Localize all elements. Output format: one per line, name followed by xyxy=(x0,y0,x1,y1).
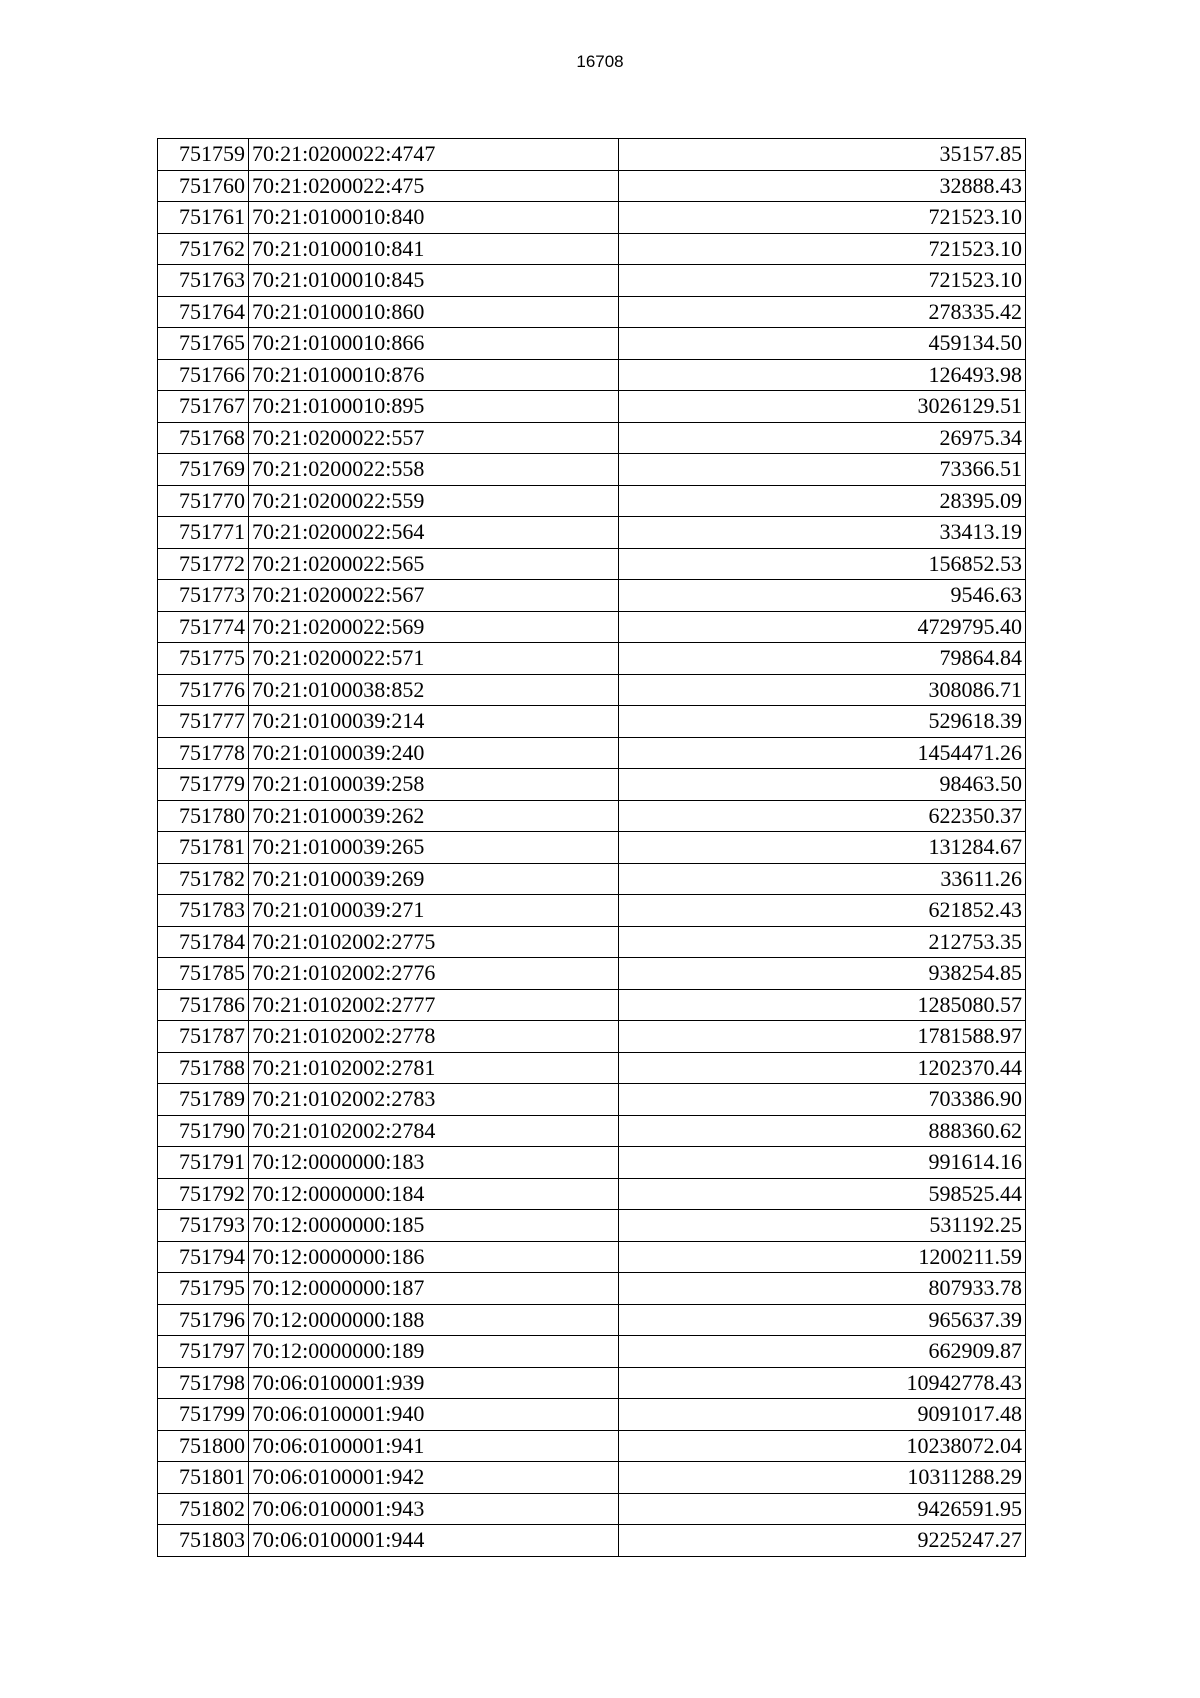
table-row xyxy=(158,989,1026,1021)
row-number-cell: 751762 xyxy=(158,233,249,265)
page-number: 16708 xyxy=(576,52,624,71)
cadastral-number-cell: 70:21:0100039:269 xyxy=(249,863,619,895)
row-number-cell: 751783 xyxy=(158,895,249,927)
value-cell: 703386.90 xyxy=(619,1084,1026,1116)
value-cell: 1781588.97 xyxy=(619,1021,1026,1053)
table-row xyxy=(158,958,1026,990)
cadastral-number-cell: 70:21:0100038:852 xyxy=(249,674,619,706)
table-row xyxy=(158,1399,1026,1431)
row-number-cell: 751779 xyxy=(158,769,249,801)
value-cell: 33413.19 xyxy=(619,517,1026,549)
row-number-cell: 751795 xyxy=(158,1273,249,1305)
table-row xyxy=(158,422,1026,454)
table-row xyxy=(158,548,1026,580)
cadastral-number-cell: 70:06:0100001:939 xyxy=(249,1367,619,1399)
row-number-cell: 751771 xyxy=(158,517,249,549)
table-row xyxy=(158,139,1026,171)
table-row xyxy=(158,895,1026,927)
cadastral-number-cell: 70:21:0100010:840 xyxy=(249,202,619,234)
value-cell: 212753.35 xyxy=(619,926,1026,958)
table-row xyxy=(158,1462,1026,1494)
value-cell: 888360.62 xyxy=(619,1115,1026,1147)
row-number-cell: 751799 xyxy=(158,1399,249,1431)
row-number-cell: 751778 xyxy=(158,737,249,769)
cadastral-number-cell: 70:12:0000000:187 xyxy=(249,1273,619,1305)
row-number-cell: 751785 xyxy=(158,958,249,990)
row-number-cell: 751768 xyxy=(158,422,249,454)
cadastral-number-cell: 70:21:0102002:2783 xyxy=(249,1084,619,1116)
cadastral-number-cell: 70:21:0200022:569 xyxy=(249,611,619,643)
row-number-cell: 751769 xyxy=(158,454,249,486)
cadastral-number-cell: 70:21:0200022:571 xyxy=(249,643,619,675)
cadastral-number-cell: 70:21:0100010:860 xyxy=(249,296,619,328)
cadastral-number-cell: 70:21:0200022:475 xyxy=(249,170,619,202)
value-cell: 622350.37 xyxy=(619,800,1026,832)
row-number-cell: 751777 xyxy=(158,706,249,738)
row-number-cell: 751801 xyxy=(158,1462,249,1494)
cadastral-number-cell: 70:21:0102002:2775 xyxy=(249,926,619,958)
cadastral-number-cell: 70:06:0100001:943 xyxy=(249,1493,619,1525)
row-number-cell: 751759 xyxy=(158,139,249,171)
cadastral-number-cell: 70:21:0100039:265 xyxy=(249,832,619,864)
value-cell: 4729795.40 xyxy=(619,611,1026,643)
row-number-cell: 751798 xyxy=(158,1367,249,1399)
value-cell: 459134.50 xyxy=(619,328,1026,360)
value-cell: 10311288.29 xyxy=(619,1462,1026,1494)
table-row xyxy=(158,265,1026,297)
cadastral-number-cell: 70:21:0102002:2784 xyxy=(249,1115,619,1147)
value-cell: 131284.67 xyxy=(619,832,1026,864)
cadastral-number-cell: 70:21:0200022:564 xyxy=(249,517,619,549)
value-cell: 308086.71 xyxy=(619,674,1026,706)
row-number-cell: 751787 xyxy=(158,1021,249,1053)
table-row xyxy=(158,832,1026,864)
table-row xyxy=(158,1525,1026,1557)
cadastral-number-cell: 70:21:0100010:876 xyxy=(249,359,619,391)
cadastral-number-cell: 70:21:0100010:841 xyxy=(249,233,619,265)
cadastral-number-cell: 70:21:0200022:4747 xyxy=(249,139,619,171)
value-cell: 1285080.57 xyxy=(619,989,1026,1021)
table-row xyxy=(158,737,1026,769)
cadastral-number-cell: 70:12:0000000:189 xyxy=(249,1336,619,1368)
value-cell: 721523.10 xyxy=(619,202,1026,234)
row-number-cell: 751788 xyxy=(158,1052,249,1084)
row-number-cell: 751792 xyxy=(158,1178,249,1210)
value-cell: 1200211.59 xyxy=(619,1241,1026,1273)
table-row xyxy=(158,1210,1026,1242)
row-number-cell: 751775 xyxy=(158,643,249,675)
cadastral-number-cell: 70:21:0200022:559 xyxy=(249,485,619,517)
cadastral-number-cell: 70:21:0200022:567 xyxy=(249,580,619,612)
table-row xyxy=(158,1336,1026,1368)
value-cell: 3026129.51 xyxy=(619,391,1026,423)
row-number-cell: 751794 xyxy=(158,1241,249,1273)
table-row xyxy=(158,454,1026,486)
row-number-cell: 751776 xyxy=(158,674,249,706)
row-number-cell: 751791 xyxy=(158,1147,249,1179)
value-cell: 1454471.26 xyxy=(619,737,1026,769)
value-cell: 278335.42 xyxy=(619,296,1026,328)
row-number-cell: 751772 xyxy=(158,548,249,580)
table-row xyxy=(158,359,1026,391)
cadastral-number-cell: 70:21:0100010:866 xyxy=(249,328,619,360)
row-number-cell: 751770 xyxy=(158,485,249,517)
table-row xyxy=(158,1021,1026,1053)
value-cell: 73366.51 xyxy=(619,454,1026,486)
table-row xyxy=(158,1493,1026,1525)
cadastral-number-cell: 70:21:0100039:240 xyxy=(249,737,619,769)
value-cell: 721523.10 xyxy=(619,233,1026,265)
cadastral-number-cell: 70:06:0100001:944 xyxy=(249,1525,619,1557)
table-row xyxy=(158,328,1026,360)
row-number-cell: 751802 xyxy=(158,1493,249,1525)
row-number-cell: 751790 xyxy=(158,1115,249,1147)
table-row xyxy=(158,580,1026,612)
cadastral-number-cell: 70:06:0100001:941 xyxy=(249,1430,619,1462)
cadastral-number-cell: 70:12:0000000:188 xyxy=(249,1304,619,1336)
table-row xyxy=(158,1178,1026,1210)
row-number-cell: 751765 xyxy=(158,328,249,360)
table-row xyxy=(158,706,1026,738)
cadastral-number-cell: 70:12:0000000:183 xyxy=(249,1147,619,1179)
row-number-cell: 751760 xyxy=(158,170,249,202)
table-row xyxy=(158,643,1026,675)
value-cell: 33611.26 xyxy=(619,863,1026,895)
row-number-cell: 751797 xyxy=(158,1336,249,1368)
table-row xyxy=(158,611,1026,643)
table-row xyxy=(158,1084,1026,1116)
cadastral-number-cell: 70:21:0102002:2781 xyxy=(249,1052,619,1084)
row-number-cell: 751803 xyxy=(158,1525,249,1557)
table-row xyxy=(158,674,1026,706)
table-row xyxy=(158,769,1026,801)
row-number-cell: 751800 xyxy=(158,1430,249,1462)
table-row xyxy=(158,800,1026,832)
row-number-cell: 751780 xyxy=(158,800,249,832)
row-number-cell: 751767 xyxy=(158,391,249,423)
table-row xyxy=(158,1052,1026,1084)
cadastral-number-cell: 70:21:0100039:214 xyxy=(249,706,619,738)
value-cell: 35157.85 xyxy=(619,139,1026,171)
value-cell: 26975.34 xyxy=(619,422,1026,454)
table-row xyxy=(158,1115,1026,1147)
value-cell: 662909.87 xyxy=(619,1336,1026,1368)
cadastral-number-cell: 70:06:0100001:940 xyxy=(249,1399,619,1431)
value-cell: 126493.98 xyxy=(619,359,1026,391)
value-cell: 28395.09 xyxy=(619,485,1026,517)
row-number-cell: 751782 xyxy=(158,863,249,895)
value-cell: 9091017.48 xyxy=(619,1399,1026,1431)
value-cell: 32888.43 xyxy=(619,170,1026,202)
row-number-cell: 751773 xyxy=(158,580,249,612)
row-number-cell: 751786 xyxy=(158,989,249,1021)
value-cell: 10238072.04 xyxy=(619,1430,1026,1462)
table-row xyxy=(158,863,1026,895)
table-row xyxy=(158,926,1026,958)
table-row xyxy=(158,485,1026,517)
value-cell: 721523.10 xyxy=(619,265,1026,297)
row-number-cell: 751764 xyxy=(158,296,249,328)
table-row xyxy=(158,1367,1026,1399)
table-row xyxy=(158,1430,1026,1462)
row-number-cell: 751796 xyxy=(158,1304,249,1336)
row-number-cell: 751789 xyxy=(158,1084,249,1116)
row-number-cell: 751793 xyxy=(158,1210,249,1242)
data-table xyxy=(157,138,1026,1557)
value-cell: 938254.85 xyxy=(619,958,1026,990)
table-row xyxy=(158,170,1026,202)
cadastral-number-cell: 70:21:0100010:895 xyxy=(249,391,619,423)
cadastral-number-cell: 70:21:0102002:2777 xyxy=(249,989,619,1021)
value-cell: 529618.39 xyxy=(619,706,1026,738)
value-cell: 1202370.44 xyxy=(619,1052,1026,1084)
row-number-cell: 751763 xyxy=(158,265,249,297)
value-cell: 156852.53 xyxy=(619,548,1026,580)
cadastral-number-cell: 70:21:0200022:557 xyxy=(249,422,619,454)
value-cell: 10942778.43 xyxy=(619,1367,1026,1399)
value-cell: 991614.16 xyxy=(619,1147,1026,1179)
cadastral-number-cell: 70:12:0000000:186 xyxy=(249,1241,619,1273)
table-row xyxy=(158,233,1026,265)
table-row xyxy=(158,391,1026,423)
value-cell: 79864.84 xyxy=(619,643,1026,675)
cadastral-number-cell: 70:12:0000000:185 xyxy=(249,1210,619,1242)
table-row xyxy=(158,1304,1026,1336)
cadastral-number-cell: 70:21:0100039:262 xyxy=(249,800,619,832)
value-cell: 9426591.95 xyxy=(619,1493,1026,1525)
value-cell: 807933.78 xyxy=(619,1273,1026,1305)
value-cell: 598525.44 xyxy=(619,1178,1026,1210)
table-row xyxy=(158,202,1026,234)
table-row xyxy=(158,296,1026,328)
value-cell: 98463.50 xyxy=(619,769,1026,801)
row-number-cell: 751766 xyxy=(158,359,249,391)
table-row xyxy=(158,517,1026,549)
row-number-cell: 751761 xyxy=(158,202,249,234)
table-row xyxy=(158,1241,1026,1273)
cadastral-number-cell: 70:21:0200022:558 xyxy=(249,454,619,486)
table-row xyxy=(158,1273,1026,1305)
table-body xyxy=(158,139,1026,1557)
value-cell: 9546.63 xyxy=(619,580,1026,612)
table-row xyxy=(158,1147,1026,1179)
value-cell: 9225247.27 xyxy=(619,1525,1026,1557)
cadastral-number-cell: 70:21:0200022:565 xyxy=(249,548,619,580)
row-number-cell: 751784 xyxy=(158,926,249,958)
cadastral-number-cell: 70:12:0000000:184 xyxy=(249,1178,619,1210)
value-cell: 965637.39 xyxy=(619,1304,1026,1336)
cadastral-number-cell: 70:21:0100010:845 xyxy=(249,265,619,297)
row-number-cell: 751774 xyxy=(158,611,249,643)
cadastral-number-cell: 70:21:0102002:2778 xyxy=(249,1021,619,1053)
value-cell: 621852.43 xyxy=(619,895,1026,927)
cadastral-number-cell: 70:06:0100001:942 xyxy=(249,1462,619,1494)
cadastral-number-cell: 70:21:0100039:258 xyxy=(249,769,619,801)
cadastral-number-cell: 70:21:0102002:2776 xyxy=(249,958,619,990)
cadastral-number-cell: 70:21:0100039:271 xyxy=(249,895,619,927)
row-number-cell: 751781 xyxy=(158,832,249,864)
value-cell: 531192.25 xyxy=(619,1210,1026,1242)
